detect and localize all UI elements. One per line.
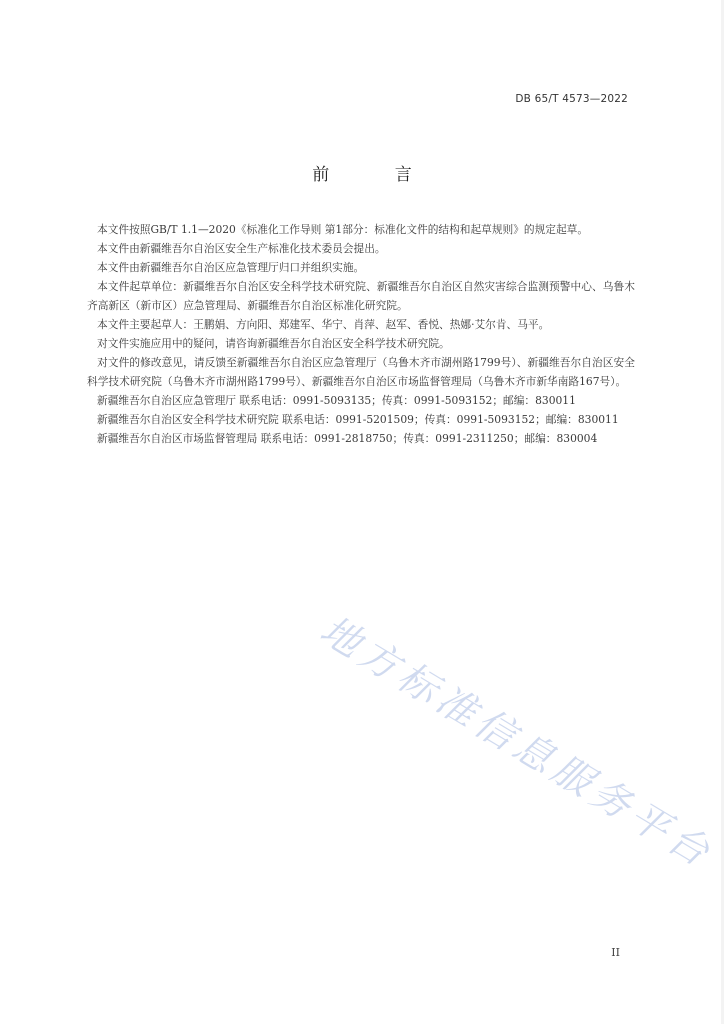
- page-number: II: [611, 946, 620, 959]
- paragraph-text: 对文件实施应用中的疑问，请咨询新疆维吾尔自治区安全科学技术研究院。: [97, 337, 450, 350]
- paragraph-text: 本文件起草单位：新疆维吾尔自治区安全科学技术研究院、新疆维吾尔自治区自然灾害综合监测预警中心、乌鲁木齐高新区（新市区）应急管理局、新疆维吾尔自治区标准化研究院。: [87, 280, 635, 312]
- paragraph-administrator: [87, 258, 635, 277]
- paragraph-text: 本文件按照GB/T 1.1—2020《标准化工作导则 第1部分：标准化文件的结构和起草规则》的规定起草。: [97, 223, 589, 236]
- paragraph-text: 新疆维吾尔自治区应急管理厅 联系电话：0991-5093135；传真：0991-5093152；邮编：830011: [97, 394, 576, 407]
- paragraph-text: 本文件由新疆维吾尔自治区应急管理厅归口并组织实施。: [97, 261, 365, 274]
- paragraph-text: 新疆维吾尔自治区安全科学技术研究院 联系电话：0991-5201509；传真：0991-5093152；邮编：830011: [97, 413, 619, 426]
- paragraph-text: 本文件主要起草人：王鹏娟、方向阳、郑建军、华宁、肖萍、赵军、香悦、热娜·艾尔肯、马平。: [97, 318, 550, 331]
- paragraph-proposer: [87, 239, 635, 258]
- paragraph-drafting-rule: [87, 220, 635, 239]
- contact-market-supervision: [87, 429, 635, 448]
- paragraph-text: 本文件由新疆维吾尔自治区安全生产标准化技术委员会提出。: [97, 242, 386, 255]
- paragraph-feedback: [87, 353, 635, 391]
- standard-code: DB 65/T 4573—2022: [515, 93, 628, 105]
- paragraph-text: 新疆维吾尔自治区市场监督管理局 联系电话：0991-2818750；传真：0991-2311250；邮编：830004: [97, 432, 598, 445]
- paragraph-drafting-units: [87, 277, 635, 315]
- foreword-body: [87, 220, 635, 448]
- paragraph-drafters: [87, 315, 635, 334]
- watermark: 地方标准信息服务平台: [312, 607, 722, 879]
- contact-safety-research-institute: [87, 410, 635, 429]
- paragraph-text: 对文件的修改意见，请反馈至新疆维吾尔自治区应急管理厅（乌鲁木齐市湖州路1799号）、新疆维吾尔自治区安全科学技术研究院（乌鲁木齐市湖州路1799号）、新疆维吾尔自治区市场监督管理局（乌鲁木齐市新华南路167号）。: [87, 356, 635, 388]
- paragraph-inquiry: [87, 334, 635, 353]
- page-title: 前 言: [312, 165, 442, 185]
- contact-emergency-management: [87, 391, 635, 410]
